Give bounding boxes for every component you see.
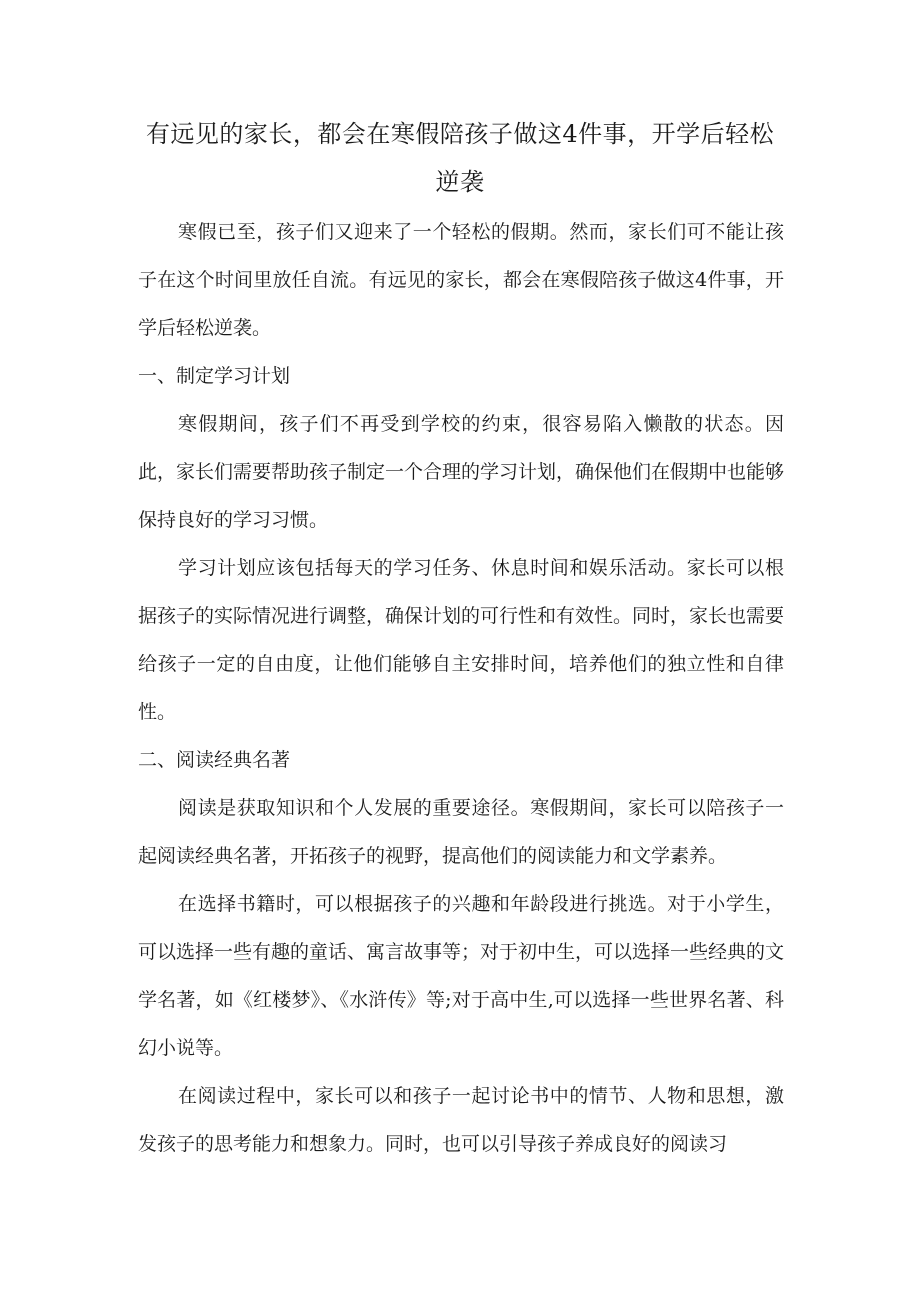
section-1-heading: 一、制定学习计划 xyxy=(138,365,291,387)
section-2-paragraph-2: 在选择书籍时，可以根据孩子的兴趣和年龄段进行挑选。对于小学生，可以选择一些有趣的童话、寓言故事等；对于初中生，可以选择一些经典的文学名著，如《红楼梦》、《水浒传》等;对于高中生,可以选择一些世界名著、科幻小说等。 xyxy=(138,893,785,1059)
section-1-paragraph-1: 寒假期间，孩子们不再受到学校的约束，很容易陷入懒散的状态。因此，家长们需要帮助孩子制定一个合理的学习计划，确保他们在假期中也能够保持良好的学习习惯。 xyxy=(138,413,785,531)
document-title: 有远见的家长，都会在寒假陪孩子做这4件事，开学后轻松逆袭 xyxy=(145,120,775,196)
section-2-paragraph-3: 在阅读过程中，家长可以和孩子一起讨论书中的情节、人物和思想，激发孩子的思考能力和想象力。同时，也可以引导孩子养成良好的阅读习 xyxy=(138,1085,784,1155)
section-1-paragraph-2: 学习计划应该包括每天的学习任务、休息时间和娱乐活动。家长可以根据孩子的实际情况进行调整，确保计划的可行性和有效性。同时，家长也需要给孩子一定的自由度，让他们能够自主安排时间，培养他们的独立性和自律性。 xyxy=(138,557,785,723)
section-2-heading: 二、阅读经典名著 xyxy=(138,749,291,771)
section-2-paragraph-1: 阅读是获取知识和个人发展的重要途径。寒假期间，家长可以陪孩子一起阅读经典名著，开拓孩子的视野，提高他们的阅读能力和文学素养。 xyxy=(138,797,784,867)
intro-paragraph: 寒假已至，孩子们又迎来了一个轻松的假期。然而，家长们可不能让孩子在这个时间里放任自流。有远见的家长，都会在寒假陪孩子做这4件事，开学后轻松逆袭。 xyxy=(138,221,784,339)
